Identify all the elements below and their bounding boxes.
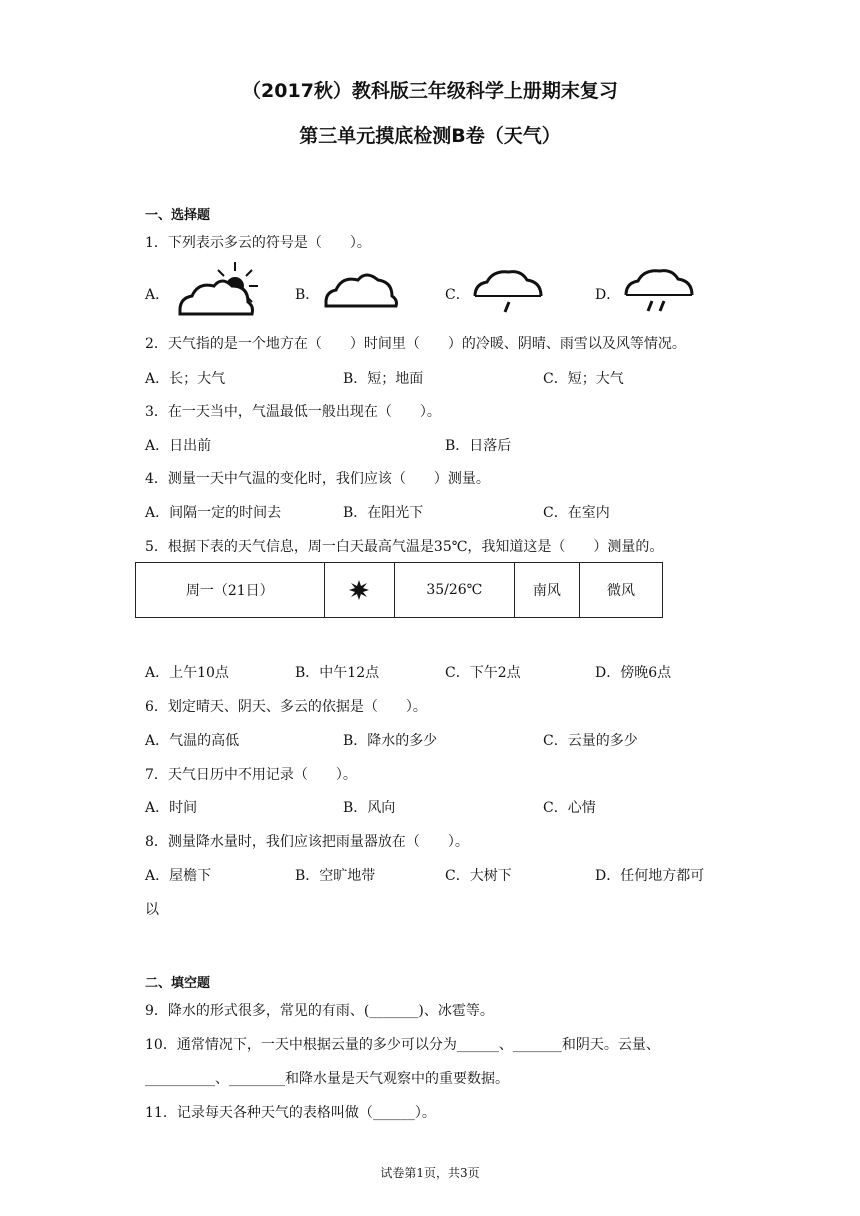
option-c: C．短；大气: [543, 371, 624, 387]
question-6: 6．划定晴天、阴天、多云的依据是（ ）。: [145, 699, 427, 715]
day-cell: 周一（21日）: [136, 563, 325, 618]
option-a: A．时间: [145, 800, 198, 816]
option-a: A．上午10点: [145, 665, 229, 681]
table-row: [136, 563, 663, 618]
question-2: 2．天气指的是一个地方在（ ）时间里（ ）的冷暖、阴晴、雨雪以及风等情况。: [145, 336, 686, 352]
section-heading-fill: 二、填空题: [145, 976, 211, 991]
question-3: 3．在一天当中，气温最低一般出现在（ ）。: [145, 404, 441, 420]
option-a: A．长；大气: [145, 371, 226, 387]
option-b: B．短；地面: [343, 371, 424, 387]
partly-cloudy-icon: [174, 258, 266, 318]
wind-direction-cell: 南风: [514, 563, 579, 618]
option-b: B．在阳光下: [343, 505, 424, 521]
option-c: C．在室内: [543, 505, 610, 521]
option-d-wrap: 以: [145, 902, 159, 918]
question-10-continued: __________、________和降水量是天气观察中的重要数据。: [145, 1071, 509, 1087]
option-a: A．屋檐下: [145, 868, 212, 884]
option-c: C．心情: [543, 800, 596, 816]
option-c: C．下午2点: [445, 665, 521, 681]
light-rain-icon: [471, 266, 547, 314]
wind-level-cell: 微风: [580, 563, 663, 618]
weather-icon-cell: [324, 563, 394, 618]
section-heading-choice: 一、选择题: [145, 208, 211, 223]
question-8: 8．测量降水量时，我们应该把雨量器放在（ ）。: [145, 834, 469, 850]
option-c-label: C．: [445, 287, 470, 303]
cloudy-icon: [322, 268, 400, 310]
option-b: B．中午12点: [295, 665, 380, 681]
sunny-icon: [348, 579, 370, 601]
question-1: 1．下列表示多云的符号是（ ）。: [145, 235, 371, 251]
page-footer: 试卷第1页，共3页: [380, 1166, 480, 1180]
temperature-cell: 35/26℃: [394, 563, 514, 618]
option-a: A．间隔一定的时间去: [145, 505, 282, 521]
exam-title: （2017秋）教科版三年级科学上册期末复习: [242, 80, 618, 102]
option-d: D．任何地方都可: [595, 868, 705, 884]
option-b: B．风向: [343, 800, 396, 816]
option-b: B．空旷地带: [295, 868, 376, 884]
option-c: C．大树下: [445, 868, 512, 884]
option-a: A．日出前: [145, 438, 212, 454]
option-d-label: D．: [595, 287, 621, 303]
question-10: 10．通常情况下，一天中根据云量的多少可以分为______、_______和阴天。云量、: [145, 1037, 660, 1053]
exam-subtitle: 第三单元摸底检测B卷（天气）: [299, 125, 561, 147]
question-5: 5．根据下表的天气信息，周一白天最高气温是35℃，我知道这是（ ）测量的。: [145, 539, 664, 555]
option-c: C．云量的多少: [543, 733, 638, 749]
option-d: D．傍晚6点: [595, 665, 672, 681]
option-a-label: A．: [145, 287, 170, 303]
question-11: 11．记录每天各种天气的表格叫做（______）。: [145, 1105, 436, 1121]
option-b: B．日落后: [445, 438, 512, 454]
weather-info-table: [135, 562, 663, 618]
option-b: B．降水的多少: [343, 733, 438, 749]
option-b-label: B．: [295, 287, 320, 303]
option-a: A．气温的高低: [145, 733, 240, 749]
moderate-rain-icon: [622, 265, 698, 313]
question-7: 7．天气日历中不用记录（ ）。: [145, 767, 357, 783]
question-4: 4．测量一天中气温的变化时，我们应该（ ）测量。: [145, 471, 490, 487]
question-9: 9．降水的形式很多，常见的有雨、(_______)、冰雹等。: [145, 1003, 494, 1019]
